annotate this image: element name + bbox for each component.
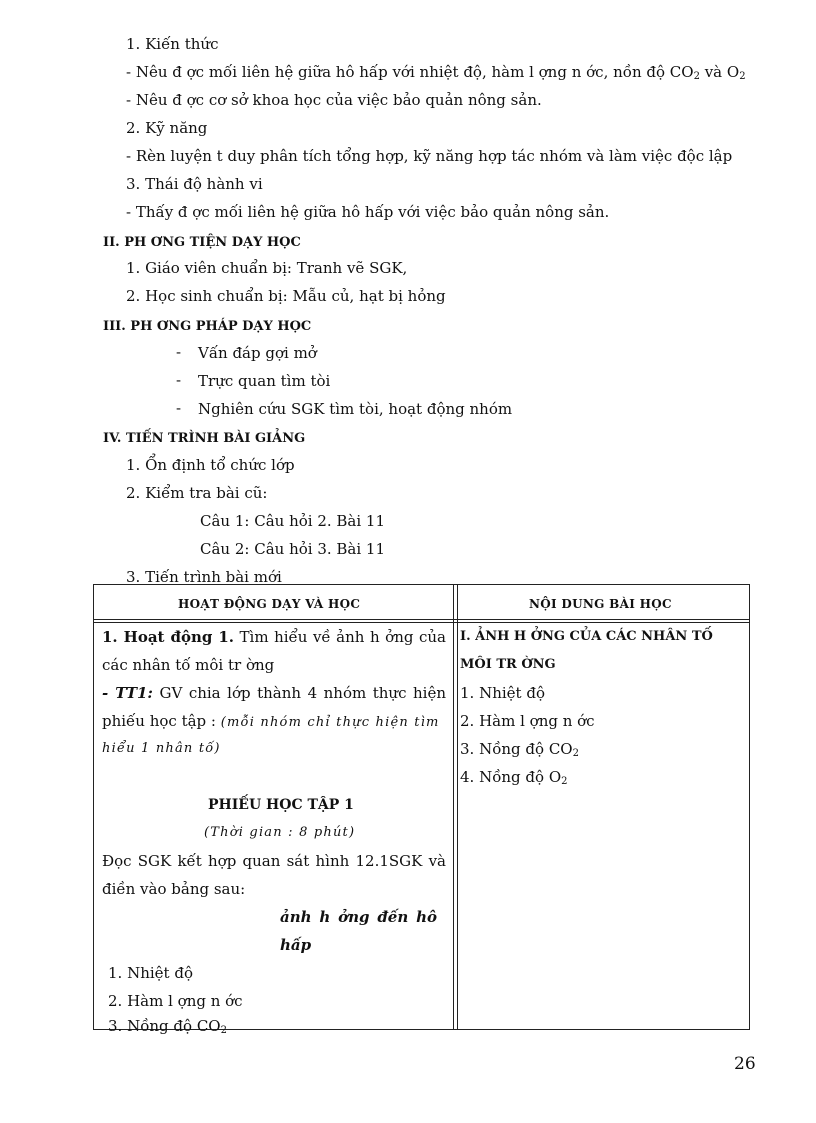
knowledge-item-1: - Nêu đ ợc mối liên hệ giữa hô hấp với nhiệt độ, hàm l ợng n ớc, nồn độ $CO_2$ và $O_2$	[126, 63, 746, 82]
skills-item-1: - Rèn luyện t duy phân tích tổng hợp, kỹ năng hợp tác nhóm và làm việc độc lập	[126, 147, 733, 165]
col-header-activities: HOẠT ĐỘNG DẠY VÀ HỌC	[178, 597, 361, 611]
section-4-heading: IV. TIẾN TRÌNH BÀI GIẢNG	[103, 431, 306, 446]
content-item-1: 1. Nhiệt độ	[460, 684, 545, 702]
knowledge-title: 1. Kiến thức	[126, 35, 219, 53]
method-item-3: Nghiên cứu SGK tìm tòi, hoạt động nhóm	[198, 400, 513, 418]
method-bullet: -	[176, 399, 182, 417]
method-item-1: Vấn đáp gợi mở	[198, 344, 317, 362]
section-4-item-2: 2. Kiểm tra bài cũ:	[126, 484, 268, 502]
review-question-1: Câu 1: Câu hỏi 2. Bài 11	[200, 512, 386, 530]
method-bullet: -	[176, 371, 182, 389]
knowledge-item-2: - Nêu đ ợc cơ sở khoa học của việc bảo quản nông sản.	[126, 91, 542, 109]
col-header-content: NỘI DUNG BÀI HỌC	[529, 597, 672, 611]
section-2-item-2: 2. Học sinh chuẩn bị: Mẫu củ, hạt bị hỏng	[126, 287, 446, 305]
worksheet-instruction-1: Đọc SGK kết hợp quan sát hình 12.1SGK và	[102, 852, 446, 870]
header-divider	[94, 619, 749, 620]
section-4-item-3: 3. Tiến trình bài mới	[126, 568, 282, 586]
section-2-item-1: 1. Giáo viên chuẩn bị: Tranh vẽ SGK,	[126, 259, 408, 277]
effect-header-2: hấp	[280, 936, 312, 954]
lesson-table	[93, 584, 750, 1036]
tt1-instruction-line-2: phiếu học tập : (mỗi nhóm chỉ thực hiện tìm	[102, 712, 440, 730]
attitude-item-1: - Thấy đ ợc mối liên hệ giữa hô hấp với việc bảo quản nông sản.	[126, 203, 610, 221]
section-4-item-1: 1. Ổn định tổ chức lớp	[126, 456, 295, 474]
review-question-2: Câu 2: Câu hỏi 3. Bài 11	[200, 540, 386, 558]
content-heading-2: MÔI TR ỜNG	[460, 657, 556, 672]
method-bullet: -	[176, 343, 182, 361]
tt1-instruction-line-3: hiểu 1 nhân tố)	[102, 741, 221, 756]
content-item-2: 2. Hàm l ợng n ớc	[460, 712, 595, 730]
factor-row-2: 2. Hàm l ợng n ớc	[108, 992, 243, 1010]
worksheet-time: (Thời gian : 8 phút)	[204, 825, 356, 840]
worksheet-title: PHIẾU HỌC TẬP 1	[208, 797, 354, 813]
page-number: 26	[734, 1054, 756, 1074]
activity-1-title: 1. Hoạt động 1. Tìm hiểu về ảnh h ởng của	[102, 628, 446, 646]
effect-header-1: ảnh h ởng đến hô	[280, 908, 437, 926]
skills-title: 2. Kỹ năng	[126, 119, 208, 137]
section-2-heading: II. PH ƠNG TIỆN DẠY HỌC	[103, 235, 301, 250]
worksheet-instruction-2: điền vào bảng sau:	[102, 880, 246, 898]
activity-1-line-2: các nhân tố môi tr ờng	[102, 656, 275, 674]
content-item-4: 4. Nồng độ $O_2$	[460, 768, 568, 787]
column-divider	[457, 585, 458, 1029]
factor-row-3: 3. Nồng độ $CO_2$	[108, 1017, 227, 1036]
section-3-heading: III. PH ƠNG PHÁP DẠY HỌC	[103, 319, 312, 334]
content-item-3: 3. Nồng độ $CO_2$	[460, 740, 579, 759]
attitude-title: 3. Thái độ hành vi	[126, 175, 263, 193]
content-heading-1: I. ẢNH H ỞNG CỦA CÁC NHÂN TỐ	[460, 629, 713, 644]
method-item-2: Trực quan tìm tòi	[198, 372, 331, 390]
column-divider	[453, 585, 454, 1029]
tt1-instruction: - TT1: GV chia lớp thành 4 nhóm thực hiện	[102, 684, 446, 702]
factor-row-1: 1. Nhiệt độ	[108, 964, 193, 982]
